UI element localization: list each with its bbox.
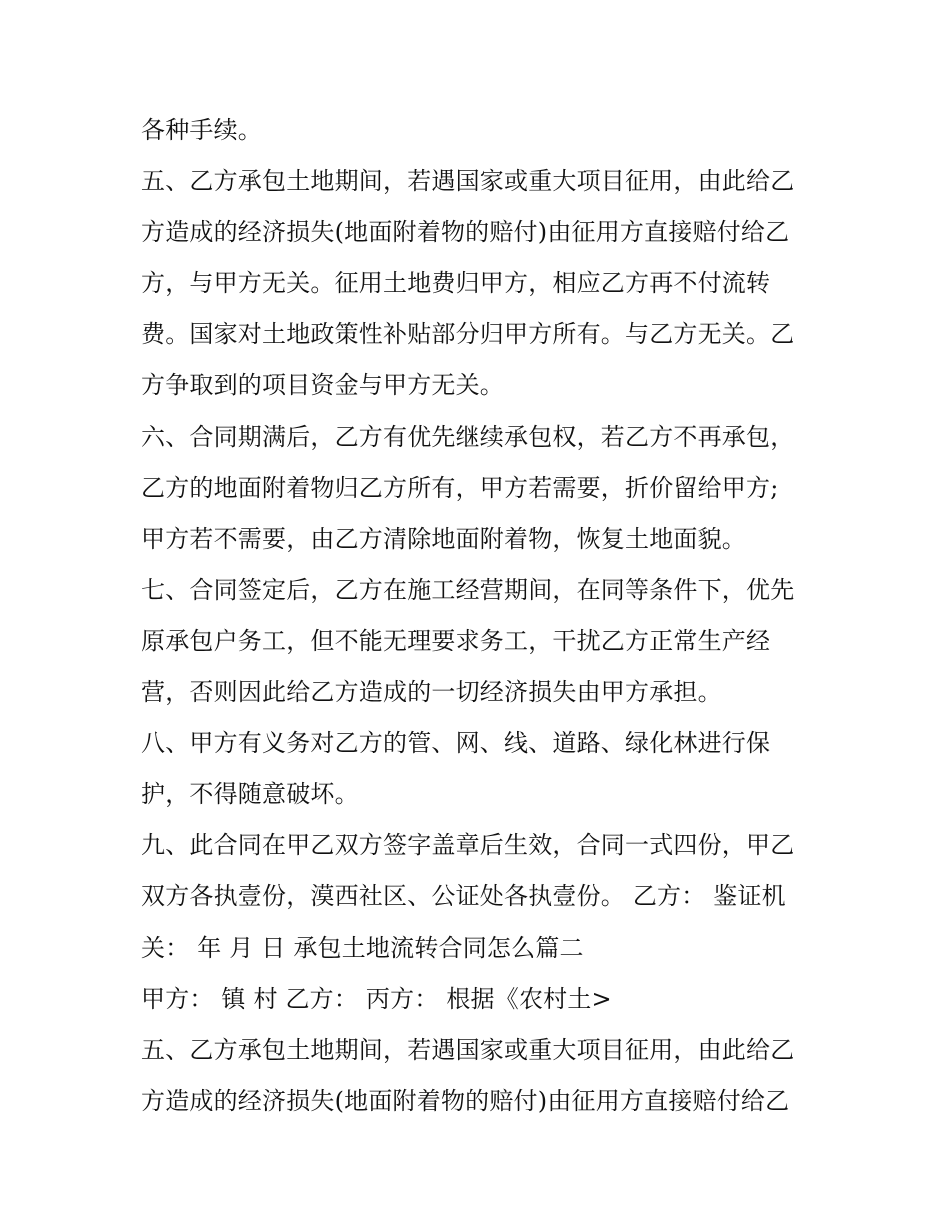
text-line: 费。国家对土地政策性补贴部分归甲方所有。与乙方无关。乙	[141, 320, 795, 349]
text-line: 原承包户务工，但不能无理要求务工，干扰乙方正常生产经	[141, 626, 771, 655]
text-line: 七、合同签定后，乙方在施工经营期间，在同等条件下，优先	[141, 575, 795, 604]
text-line: 八、甲方有义务对乙方的管、网、线、道路、绿化林进行保	[141, 729, 771, 758]
text-line: 营，否则因此给乙方造成的一切经济损失由甲方承担。	[141, 678, 722, 707]
text-line: 五、乙方承包土地期间，若遇国家或重大项目征用，由此给乙	[141, 167, 795, 196]
text-line: 关： 年 月 日 承包土地流转合同怎么篇二	[141, 933, 584, 962]
text-line: 六、合同期满后，乙方有优先继续承包权，若乙方不再承包，	[141, 422, 795, 451]
text-line: 各种手续。	[141, 116, 262, 144]
text-line: 双方各执壹份，漠西社区、公证处各执壹份。 乙方： 鉴证机	[141, 882, 786, 911]
text-line: 乙方的地面附着物归乙方所有，甲方若需要，折价留给甲方;	[141, 473, 779, 502]
text-line: 方，与甲方无关。征用土地费归甲方，相应乙方再不付流转	[141, 269, 771, 298]
text-line: 甲方若不需要，由乙方清除地面附着物，恢复土地面貌。	[141, 524, 746, 553]
text-line: 方争取到的项目资金与甲方无关。	[141, 371, 504, 400]
text-line: 护，不得随意破坏。	[141, 780, 359, 809]
text-line: 九、此合同在甲乙双方签字盖章后生效，合同一式四份，甲乙	[141, 831, 795, 860]
text-line: 方造成的经济损失(地面附着物的赔付)由征用方直接赔付给乙	[141, 1086, 790, 1115]
document-body	[141, 105, 821, 1127]
text-line: 甲方： 镇 村 乙方： 丙方： 根据《农村土>	[141, 984, 612, 1013]
text-line: 五、乙方承包土地期间，若遇国家或重大项目征用，由此给乙	[141, 1035, 795, 1064]
text-line: 方造成的经济损失(地面附着物的赔付)由征用方直接赔付给乙	[141, 218, 790, 247]
